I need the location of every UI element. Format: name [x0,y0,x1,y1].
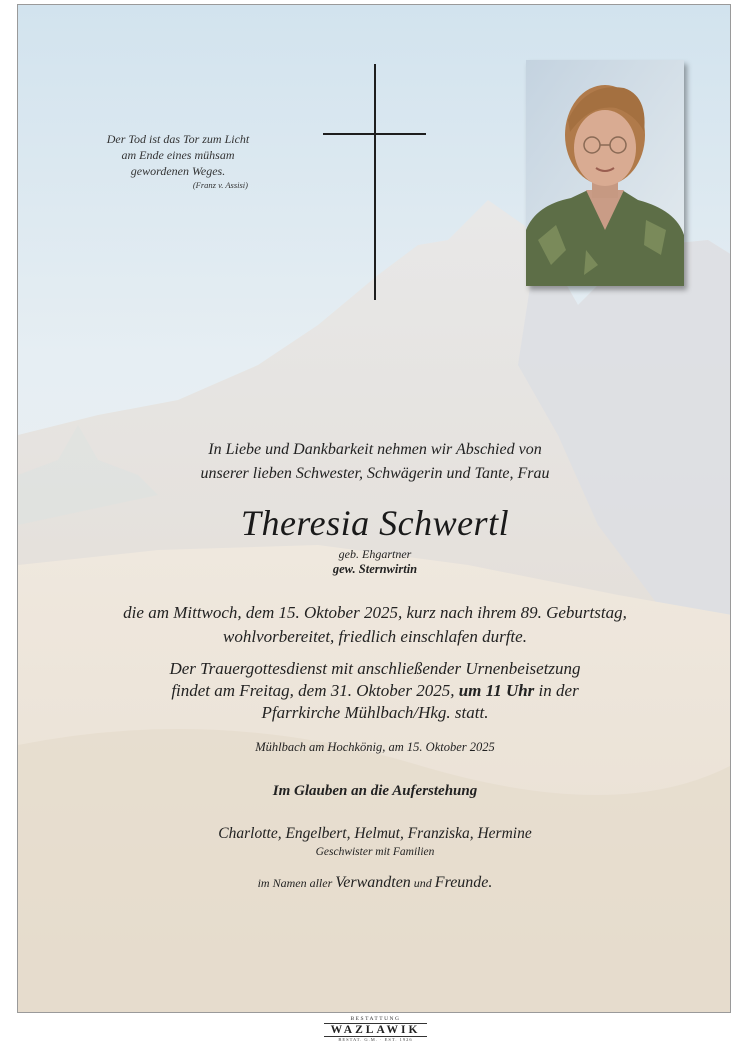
family-names: Charlotte, Engelbert, Helmut, Franziska, Hermine [218,825,532,842]
quote-line: gewordenen Weges. [130,164,226,178]
intro-line: unserer lieben Schwester, Schwägerin und Tante, Frau [200,465,550,482]
cross-icon-bar [323,133,426,135]
funeral-home-logo [318,1016,433,1042]
funeral-service-info [18,658,731,724]
relatives-line [18,872,731,894]
service-line: Der Trauergottesdienst mit anschließender Urnenbeisetzung [169,659,581,678]
service-location: Pfarrkirche Mühlbach/Hkg. statt. [261,703,489,722]
death-notice [18,601,731,649]
service-line [18,680,731,702]
family-subtitle: Geschwister mit Familien [315,846,435,858]
cross-icon [374,64,376,300]
relatives-word: Freunde. [434,874,493,891]
place-and-date: Mühlbach am Hochkönig, am 15. Oktober 2025 [255,740,495,754]
relatives-pre: im Namen aller [257,876,333,890]
intro-line: In Liebe und Dankbarkeit nehmen wir Abschied von [208,441,542,458]
service-date: findet am Freitag, dem 31. Oktober 2025, [171,681,455,700]
quote-line: am Ende eines mühsam [121,148,235,162]
logo-name: WAZLAWIK [324,1023,427,1037]
death-line: wohlvorbereitet, friedlich einschlafen durfte. [223,627,527,646]
relatives-word: Verwandten [335,874,411,891]
quote-block [78,131,278,191]
service-time: um 11 Uhr [458,681,535,700]
deceased-name: Theresia Schwertl [240,503,510,543]
portrait-photo [526,60,684,286]
logo-bottom-text: BESTAT. G.M. · EST. 1926 [338,1037,413,1042]
quote-source: (Franz v. Assisi) [192,180,248,190]
quote-line: Der Tod ist das Tor zum Licht [106,132,250,146]
relatives-mid: und [413,876,432,890]
faith-statement: Im Glauben an die Auferstehung [272,783,478,799]
logo-top-text: BESTATTUNG [350,1016,401,1022]
intro-text [18,438,731,486]
birth-name: geb. Ehgartner [338,547,412,561]
obituary-card [17,4,731,1013]
death-line: die am Mittwoch, dem 15. Oktober 2025, kurz nach ihrem 89. Geburtstag, [123,603,627,622]
service-date-tail: in der [538,681,579,700]
former-occupation: gew. Sternwirtin [332,562,418,576]
